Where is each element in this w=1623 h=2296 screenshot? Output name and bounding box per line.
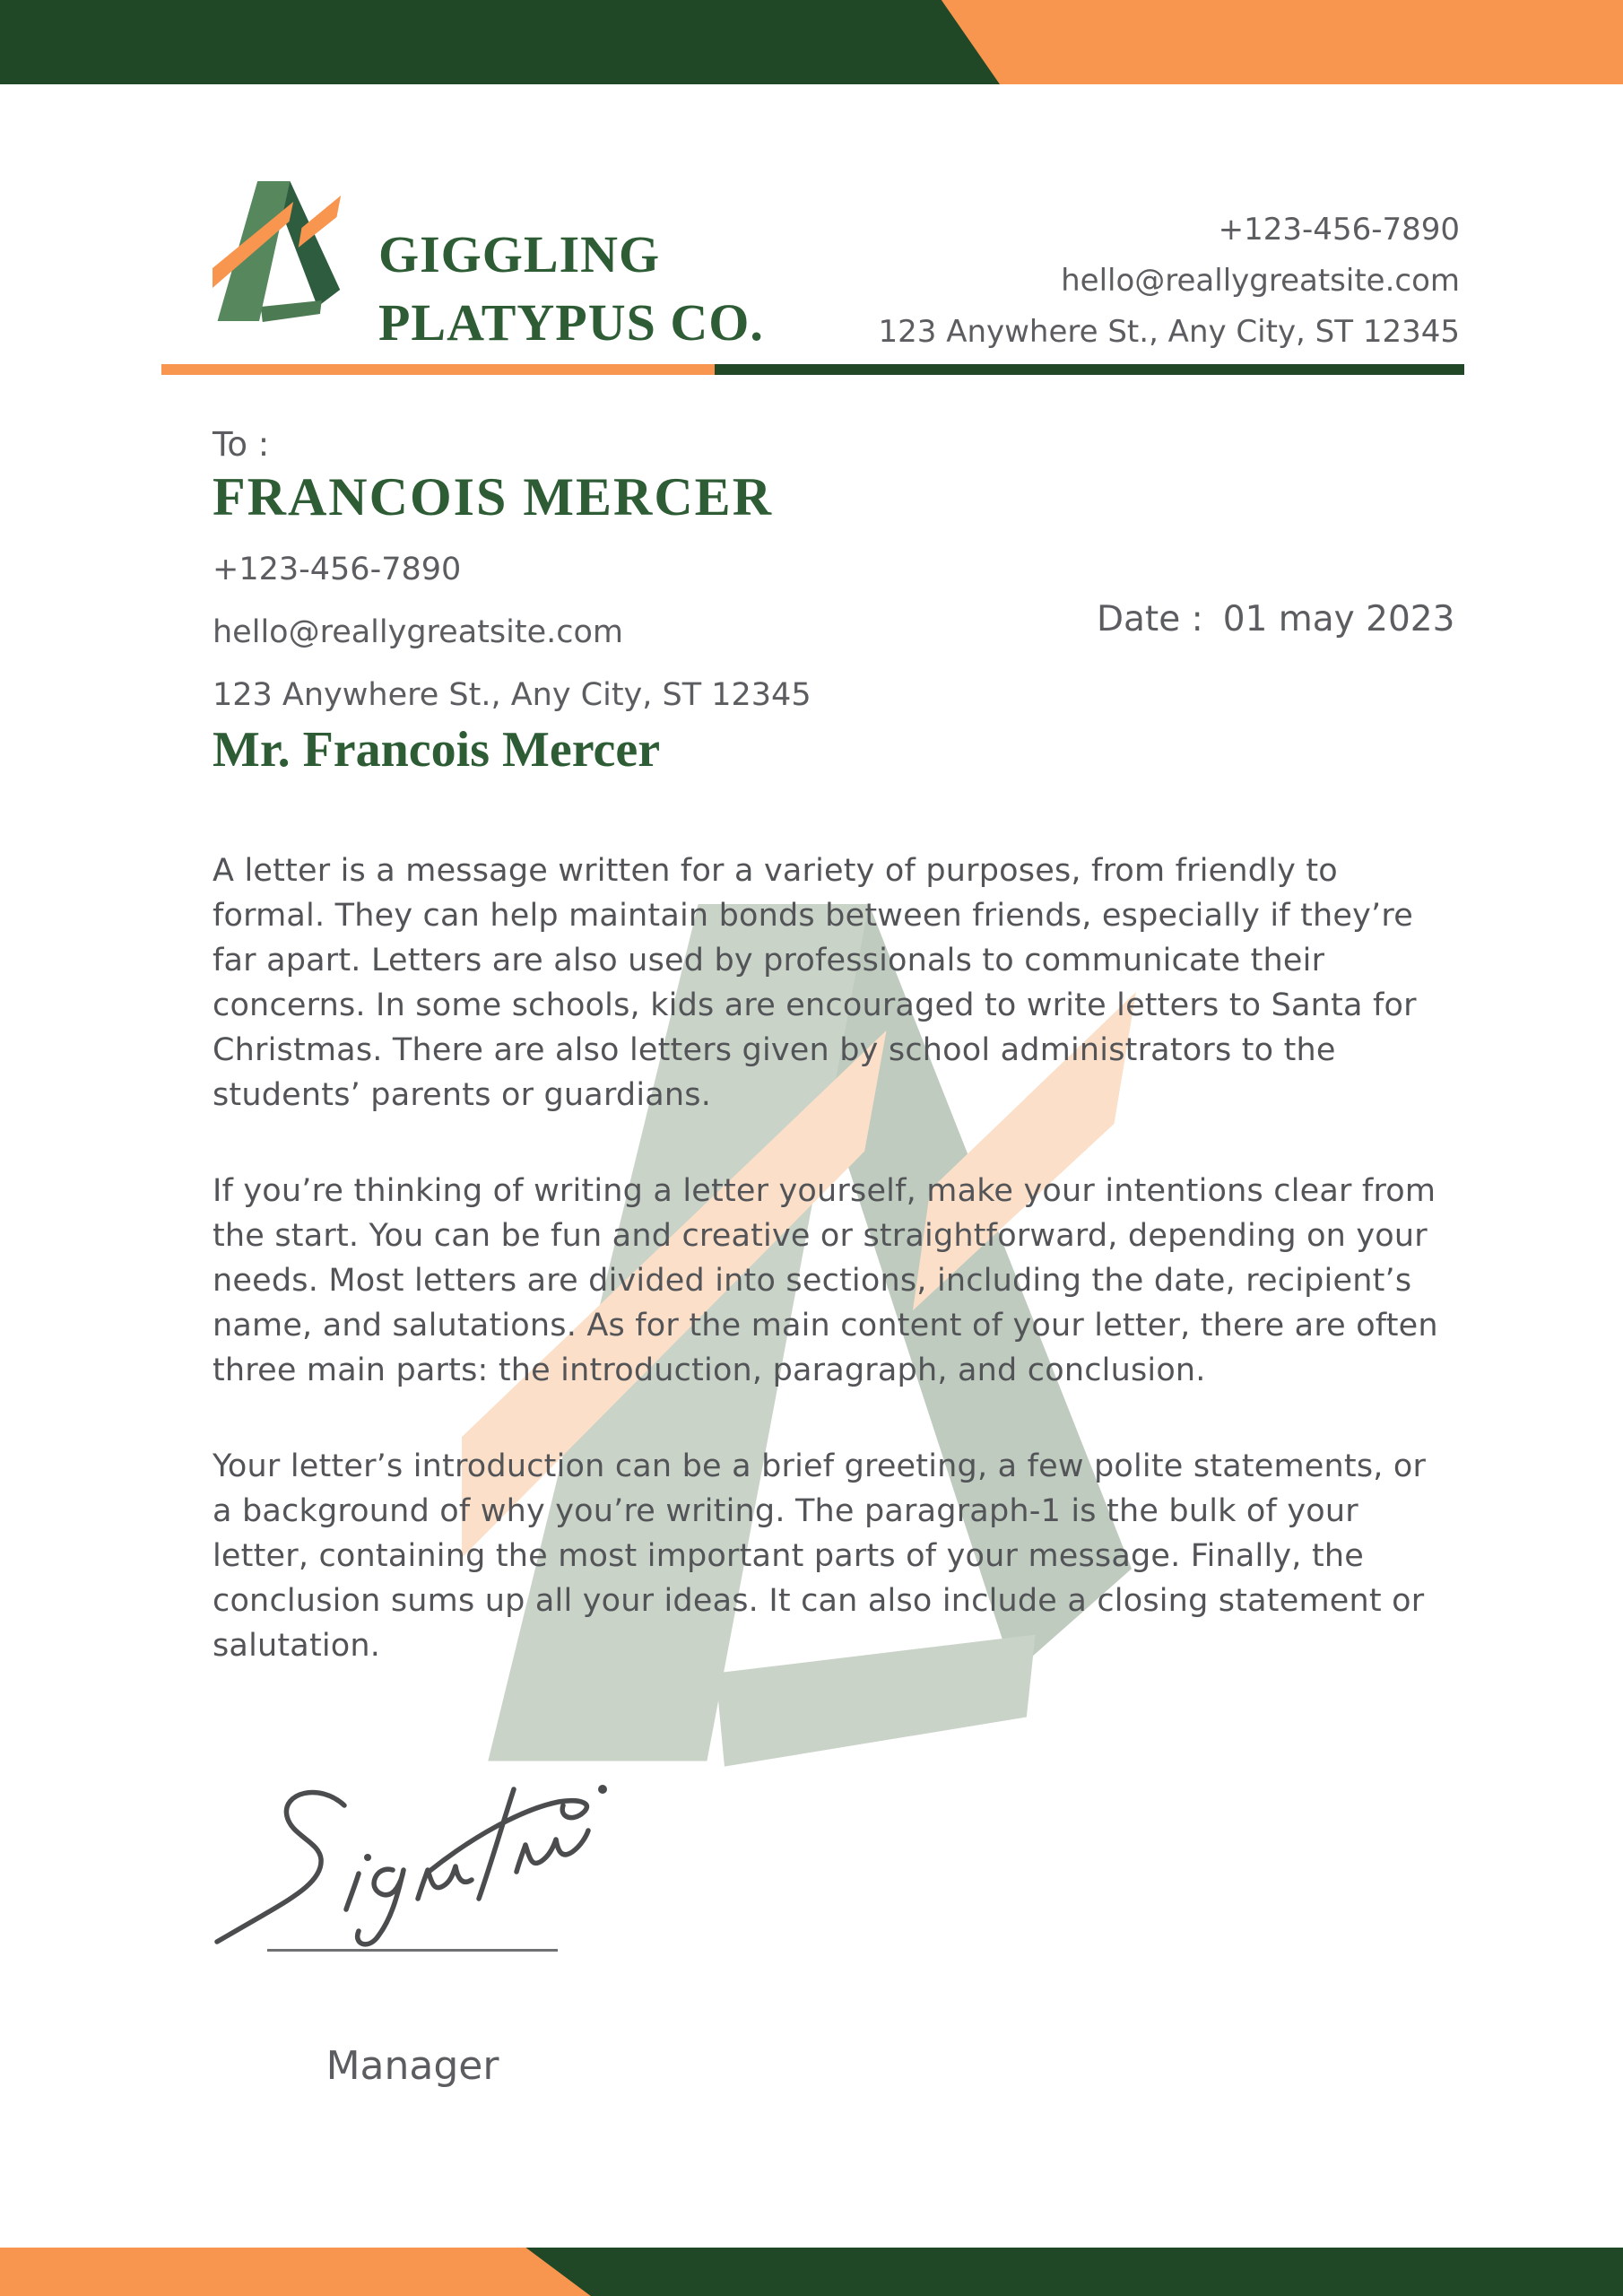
bottom-color-bar	[0, 2248, 1623, 2296]
divider-green-segment	[715, 364, 1464, 375]
letter-paragraph-1: A letter is a message written for a variety of purposes, from friendly to formal. They can help maintain bonds between friends, especially if they’re far apart. Letters are also used by professionals to communicate their concerns. In some schools, kids are encouraged to write letters to Santa for Christmas. There are also letters given by school administrators to the students’ parents or guardians.	[213, 853, 1417, 1113]
signature-role: Manager	[325, 2043, 499, 2089]
letter-greeting: Mr. Francois Mercer	[213, 722, 661, 778]
recipient-address: 123 Anywhere St., Any City, ST 12345	[213, 677, 812, 713]
bottom-bar-orange-accent	[0, 2248, 1623, 2296]
date-row	[1097, 599, 1454, 639]
letter-paragraph-2: If you’re thinking of writing a letter yourself, make your intentions clear from the start. You can be fun and creative or straightforward, depending on your needs. Most letters are divided into sections, including the date, recipient’s name, and salutations. As for the main content of your letter, there are often three main parts: the introduction, paragraph, and conclusion.	[213, 1173, 1438, 1388]
signature-line	[267, 1949, 558, 1952]
recipient-name: FRANCOIS MERCER	[213, 467, 774, 526]
letter-paragraph-3: Your letter’s introduction can be a brief greeting, a few polite statements, or a background of why you’re writing. The paragraph-1 is the bulk of your letter, containing the most important parts of your message. Finally, the conclusion sums up all your ideas. It can also include a closing statement or salutation.	[213, 1448, 1427, 1664]
company-name-line2: PLATYPUS CO.	[378, 293, 764, 352]
company-email: hello@reallygreatsite.com	[1061, 263, 1460, 299]
date-value: 01 may 2023	[1222, 599, 1455, 639]
top-bar-orange-accent	[0, 0, 1623, 84]
header-divider	[161, 364, 1464, 375]
company-address: 123 Anywhere St., Any City, ST 12345	[878, 314, 1460, 350]
recipient-contact-block	[213, 538, 812, 726]
signature-script	[204, 1762, 617, 1955]
company-name	[378, 221, 764, 357]
date-label: Date :	[1097, 599, 1203, 639]
letter-body	[213, 848, 1443, 1719]
company-contact-block	[878, 204, 1460, 358]
top-color-bar	[0, 0, 1623, 84]
recipient-phone: +123-456-7890	[213, 552, 462, 587]
to-label: To :	[213, 425, 270, 464]
company-logo-icon	[213, 181, 354, 325]
company-phone: +123-456-7890	[1218, 212, 1460, 248]
company-name-line1: GIGGLING	[378, 225, 661, 283]
divider-orange-segment	[161, 364, 715, 375]
recipient-email: hello@reallygreatsite.com	[213, 614, 623, 650]
